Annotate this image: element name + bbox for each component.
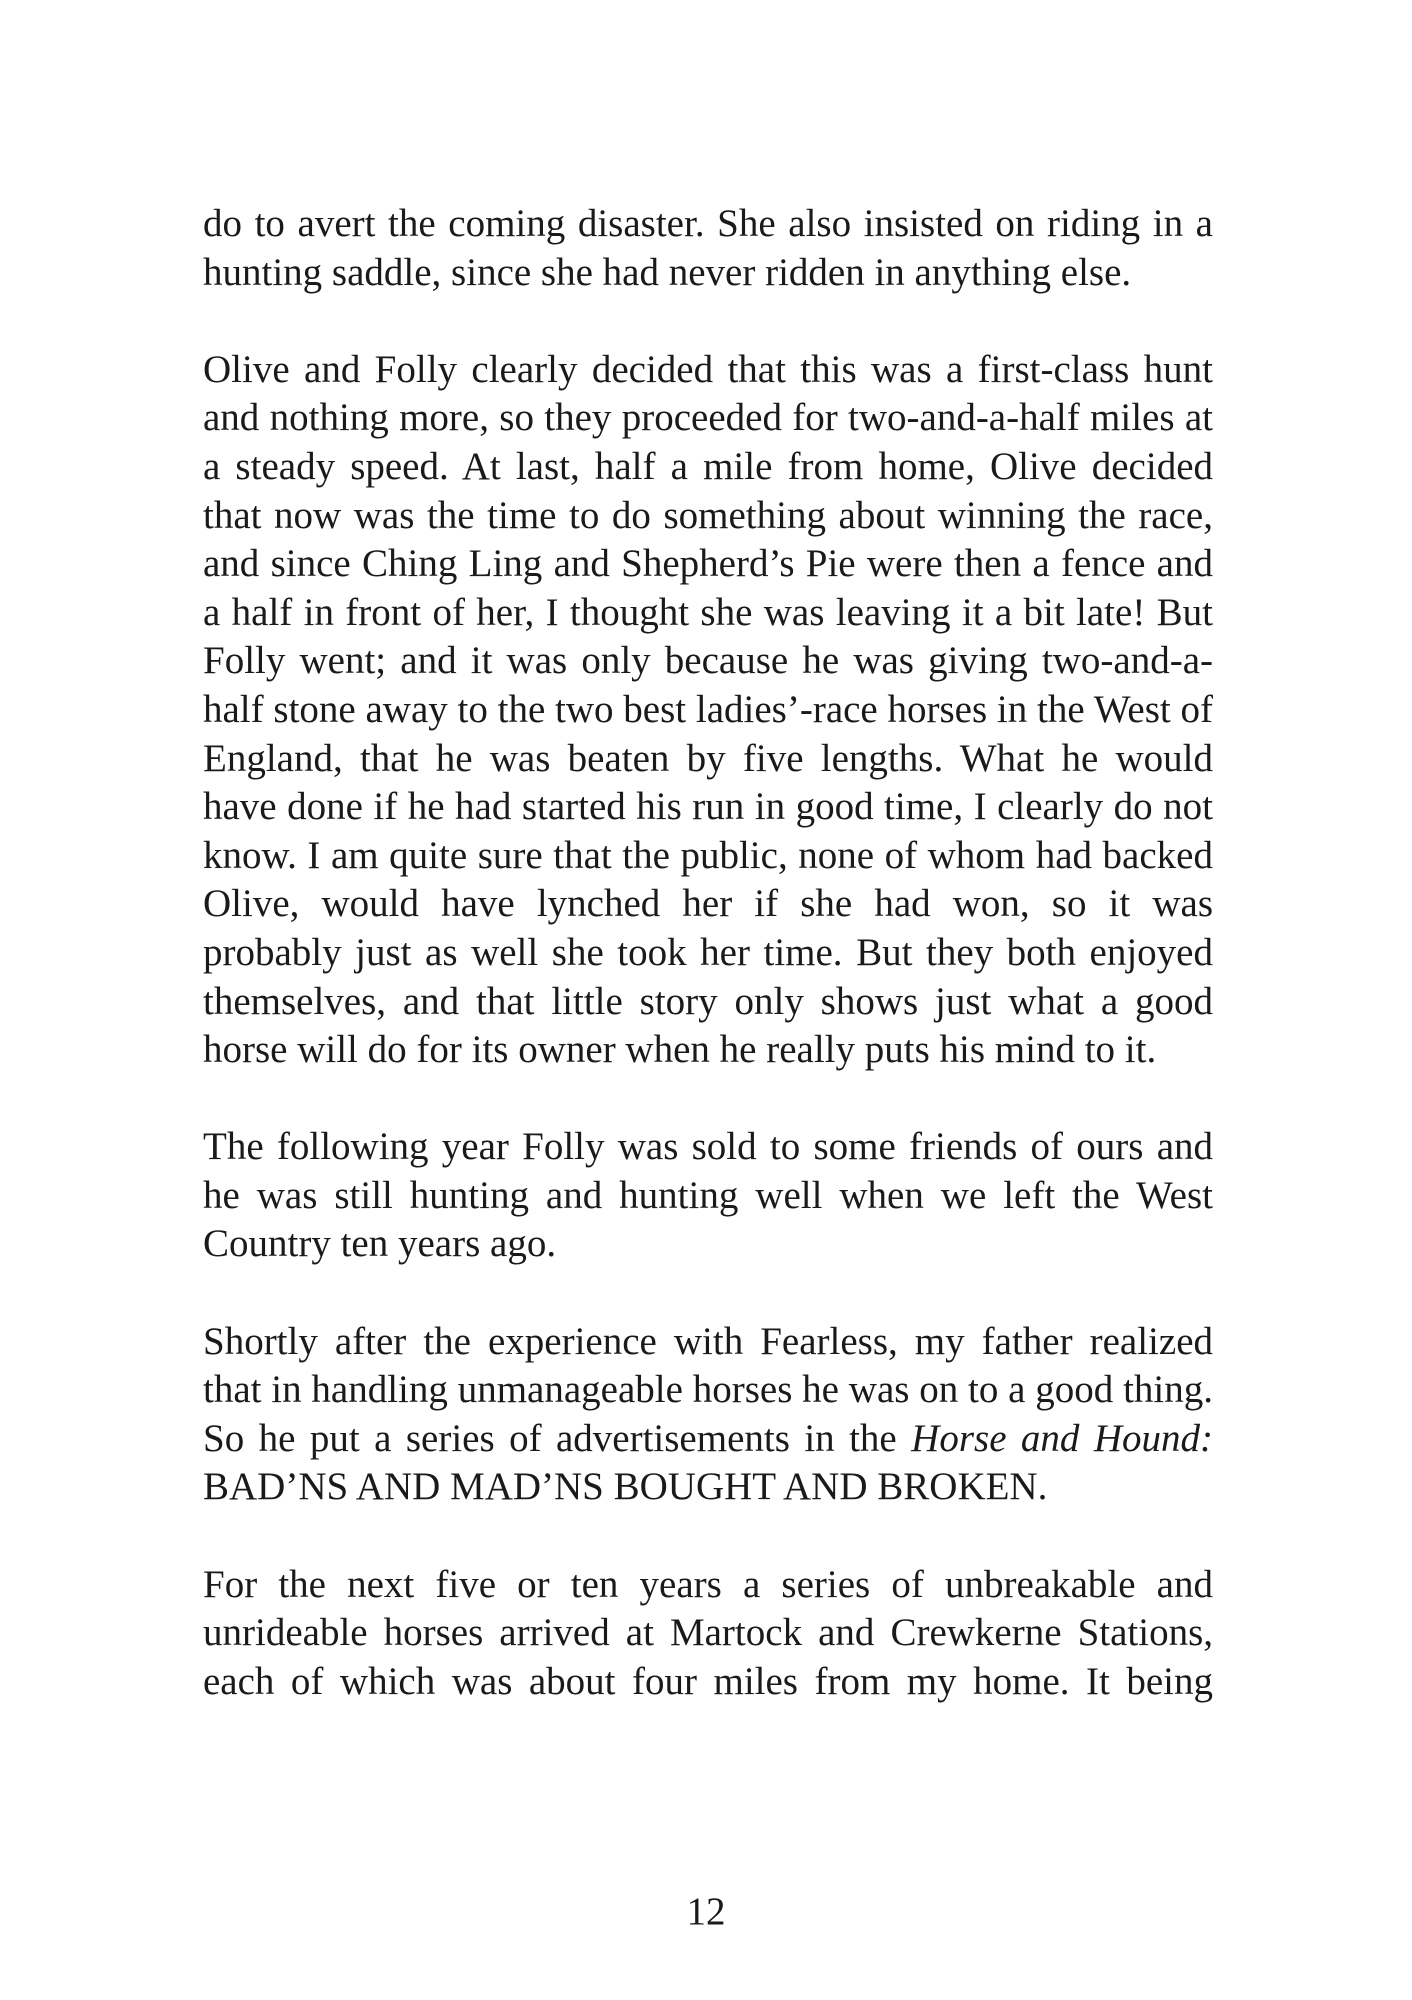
paragraph (203, 1123, 1213, 1269)
paragraph (203, 1318, 1213, 1512)
text-segment: Shortly after the experience with Fearless, my father realized that in handling unmanageable horses he was on to a good thing. So he put a series of advertisements in the (203, 1319, 1213, 1460)
paragraph (203, 346, 1213, 1075)
text-segment: do to avert the coming disaster. She also insisted on riding in a hunting saddle, since she had never ridden in anything else. (203, 202, 1213, 294)
italic-text: Horse and Hound: (911, 1416, 1214, 1460)
page-number: 12 (686, 1890, 726, 1933)
text-segment: Olive and Folly clearly decided that this was a first-class hunt and nothing more, so they proceeded for two-and-a-half miles at a steady speed. At last, half a mile from home, Olive decided that now was the time to do something about winning the race, and since Ching Ling and Shepherd’s Pie were then a fence and a half in front of her, I thought she was leaving it a bit late! But Folly went; and it was only because he was giving two-and-a-half stone away to the two best ladies’-race horses in the West of England, that he was beaten by five lengths. What he would have done if he had started his run in good time, I clearly do not know. I am quite sure that the public, none of whom had backed Olive, would have lynched her if she had won, so it was probably just as well she took her time. But they both enjoyed themselves, and that little story only shows just what a good horse will do for its owner when he really puts his mind to it. (203, 347, 1213, 1072)
text-segment: BAD’NS AND MAD’NS BOUGHT AND BROKEN. (203, 1465, 1048, 1509)
text-segment: The following year Folly was sold to some friends of ours and he was still hunting and hunting well when we left the West Country ten years ago. (203, 1125, 1213, 1266)
paragraph (203, 200, 1213, 297)
paragraph (203, 1561, 1213, 1707)
text-segment: For the next five or ten years a series of unbreakable and unrideable horses arrived at Martock and Crewkerne Stations, each of which was about four miles from my home. It being (203, 1562, 1213, 1703)
body-text (203, 200, 1213, 1706)
